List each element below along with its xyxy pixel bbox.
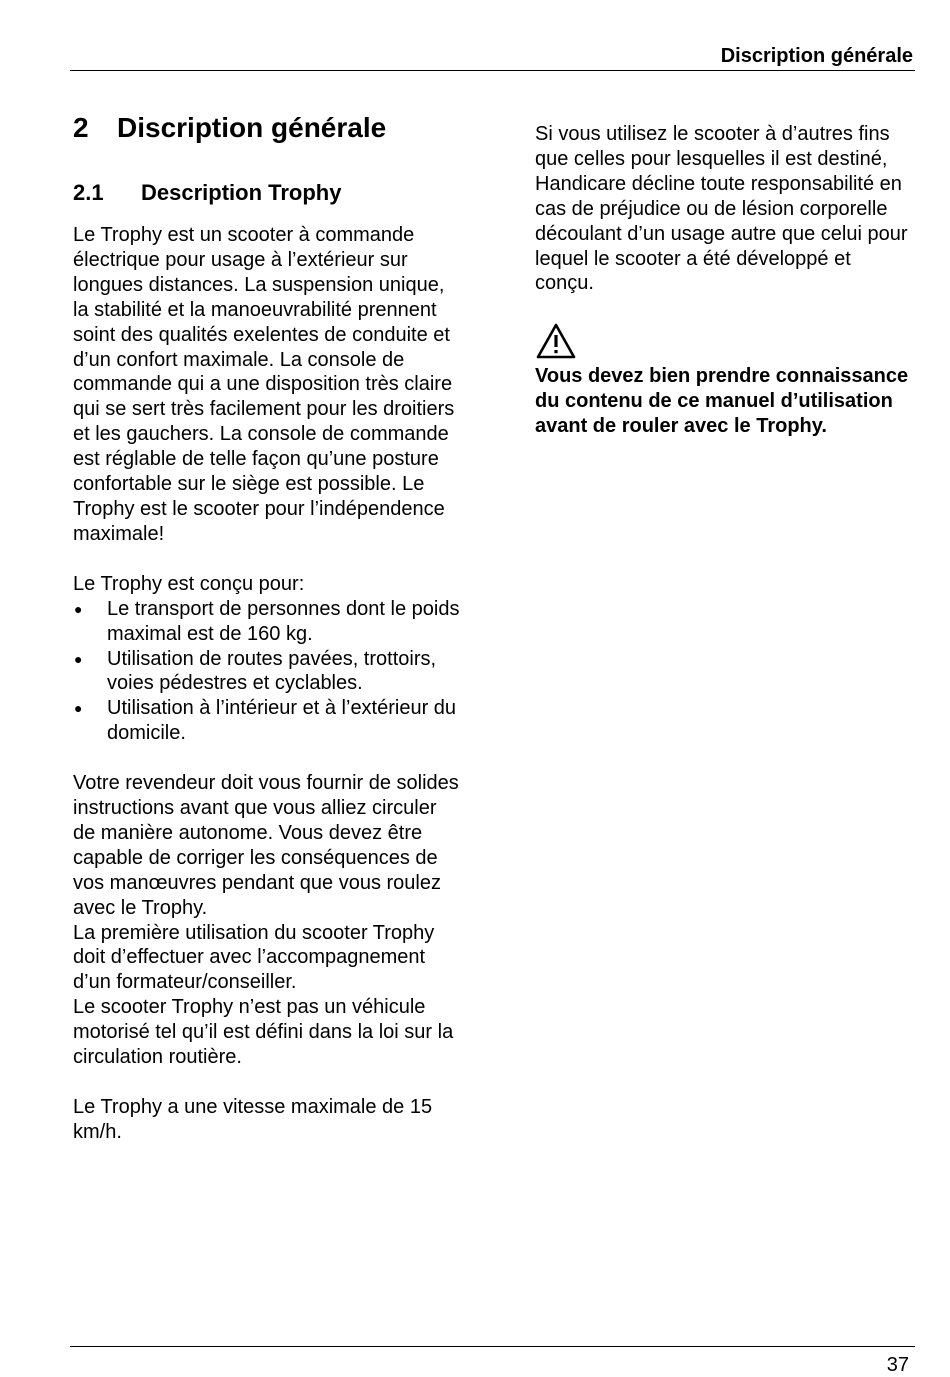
bullet-icon: ● <box>74 600 83 617</box>
subsection-number: 2.1 <box>73 180 104 205</box>
right-column <box>535 122 910 439</box>
subsection-heading <box>73 179 463 207</box>
intro-paragraph: Le Trophy est un scooter à commande électrique pour usage à l’extérieur sur longues distances. La suspension unique, la stabilité et la manoeuvrabilité prennent soint des qualités exelentes de conduite et d’un confort maximale. La console de commande qui a une disposition très claire qui se sert très facilement pour les droitiers et les gauchers. La console de commande est réglable de telle façon qu’une posture confortable sur le siège est possible. Le Trophy est le scooter pour l’indépendence maximale! <box>73 224 455 545</box>
section-heading <box>73 110 463 146</box>
running-footer <box>70 1346 915 1376</box>
not-motor-vehicle-paragraph: Le scooter Trophy n’est pas un véhicule motorisé tel qu’il est défini dans la loi sur la circulation routière. <box>73 996 454 1069</box>
first-use-paragraph: La première utilisation du scooter Trophy doit d’effectuer avec l’accompagnement d’un formateur/conseiller. <box>73 921 435 994</box>
subsection-title: Description Trophy <box>141 180 342 205</box>
warning-text: Vous devez bien prendre connaissance du contenu de ce manuel d’utilisation avant de rouler avec le Trophy. <box>535 365 909 438</box>
designed-for-paragraph: Le Trophy est conçu pour: <box>73 572 305 595</box>
warning-triangle-icon <box>535 322 577 360</box>
list-item: ● Le transport de personnes dont le poids maximal est de 160 kg. <box>74 597 460 645</box>
left-column <box>73 110 463 1145</box>
designed-for-list <box>73 597 463 746</box>
section-title: Discription générale <box>117 112 387 143</box>
max-speed-paragraph: Le Trophy a une vitesse maximale de 15 km/h. <box>73 1096 433 1143</box>
dealer-instructions-paragraph: Votre revendeur doit vous fournir de solides instructions avant que vous alliez circuler de manière autonome. Vous devez être capable de corriger les conséquences de vos manœuvres pendant que vous roulez avec le Trophy. <box>73 772 459 919</box>
section-number: 2 <box>73 112 89 143</box>
bullet-icon: ● <box>74 650 83 667</box>
liability-paragraph: Si vous utilisez le scooter à d’autres fins que celles pour lesquelles il est destiné, Handicare décline toute responsabilité en cas de préjudice ou de lésion corporelle découlant d’un usage autre que celui pour lequel le scooter a été développé et conçu. <box>535 123 908 295</box>
running-header <box>70 44 915 71</box>
list-item: ● Utilisation à l’intérieur et à l’extérieur du domicile. <box>74 697 457 745</box>
running-header-title: Discription générale <box>720 45 913 67</box>
list-item: ● Utilisation de routes pavées, trottoirs, voies pédestres et cyclables. <box>74 647 437 695</box>
page-number: 37 <box>886 1354 909 1376</box>
bullet-icon: ● <box>74 700 83 717</box>
